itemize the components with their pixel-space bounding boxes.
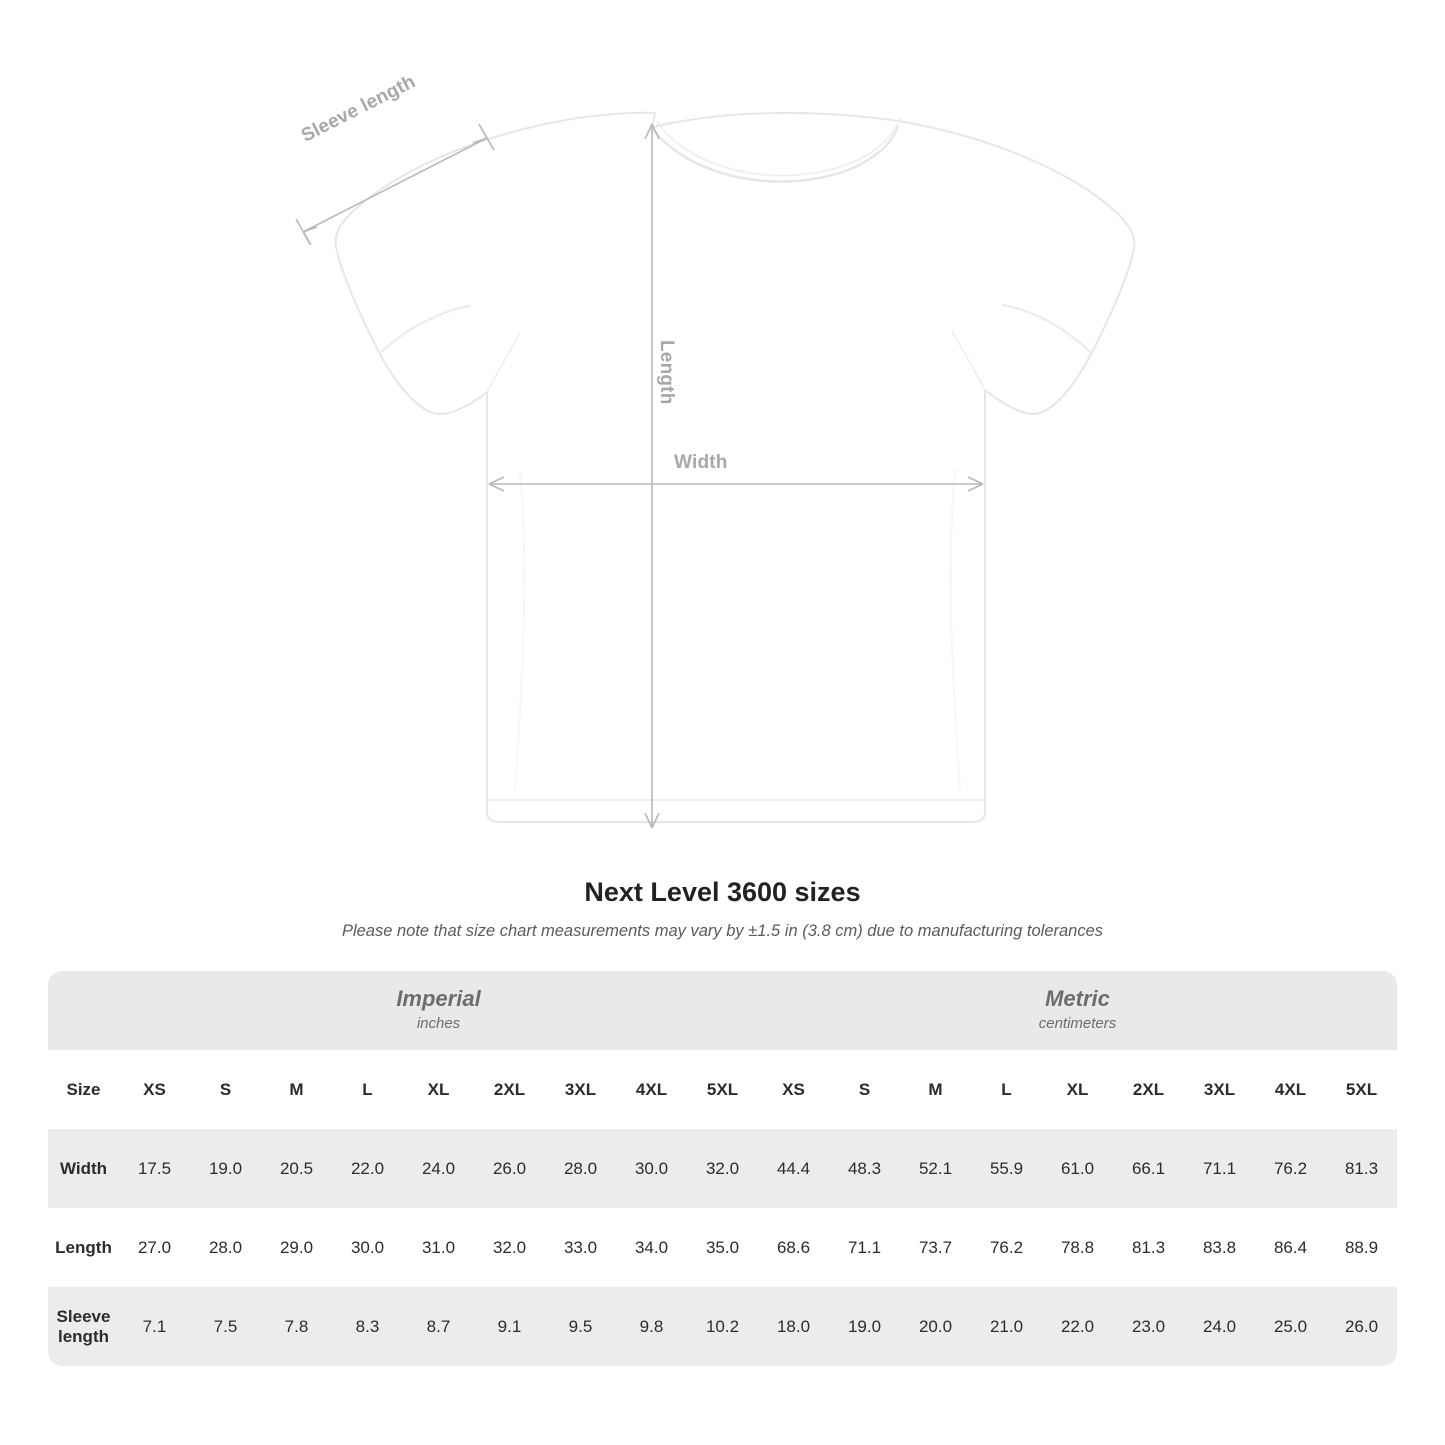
unit-group-imperial xyxy=(119,971,758,1050)
sleeve-length-label: Sleeve length xyxy=(298,71,419,147)
table-row xyxy=(48,1208,1397,1287)
cell-length-imperial-3xl: 33.0 xyxy=(545,1208,616,1287)
cell-length-metric-m: 73.7 xyxy=(900,1208,971,1287)
cell-sleeve-length-imperial-xl: 8.7 xyxy=(403,1287,474,1366)
cell-width-metric-2xl: 66.1 xyxy=(1113,1129,1184,1208)
column-header-imperial-2xl: 2XL xyxy=(474,1050,545,1129)
cell-width-metric-m: 52.1 xyxy=(900,1129,971,1208)
column-header-metric-4xl: 4XL xyxy=(1255,1050,1326,1129)
row-header-width: Width xyxy=(48,1129,119,1208)
cell-width-metric-5xl: 81.3 xyxy=(1326,1129,1397,1208)
column-header-imperial-3xl: 3XL xyxy=(545,1050,616,1129)
row-header-length: Length xyxy=(48,1208,119,1287)
cell-length-metric-xs: 68.6 xyxy=(758,1208,829,1287)
cell-length-metric-s: 71.1 xyxy=(829,1208,900,1287)
size-header-row xyxy=(48,1050,1397,1129)
column-header-imperial-s: S xyxy=(190,1050,261,1129)
size-table xyxy=(48,971,1397,1366)
column-header-metric-xs: XS xyxy=(758,1050,829,1129)
cell-width-metric-l: 55.9 xyxy=(971,1129,1042,1208)
cell-sleeve-length-imperial-l: 8.3 xyxy=(332,1287,403,1366)
unit-group-metric xyxy=(758,971,1397,1050)
cell-sleeve-length-metric-s: 19.0 xyxy=(829,1287,900,1366)
column-header-imperial-xs: XS xyxy=(119,1050,190,1129)
unit-header-row xyxy=(48,971,1397,1050)
column-header-imperial-m: M xyxy=(261,1050,332,1129)
unit-group-name: Metric xyxy=(1045,985,1110,1011)
cell-sleeve-length-imperial-s: 7.5 xyxy=(190,1287,261,1366)
chart-heading xyxy=(0,877,1445,941)
cell-sleeve-length-metric-m: 20.0 xyxy=(900,1287,971,1366)
cell-width-metric-s: 48.3 xyxy=(829,1129,900,1208)
cell-width-imperial-4xl: 30.0 xyxy=(616,1129,687,1208)
cell-sleeve-length-metric-xl: 22.0 xyxy=(1042,1287,1113,1366)
page-title: Next Level 3600 sizes xyxy=(584,877,861,907)
width-label: Width xyxy=(674,452,728,473)
cell-length-imperial-xl: 31.0 xyxy=(403,1208,474,1287)
cell-width-imperial-3xl: 28.0 xyxy=(545,1129,616,1208)
cell-width-imperial-l: 22.0 xyxy=(332,1129,403,1208)
cell-width-imperial-xl: 24.0 xyxy=(403,1129,474,1208)
cell-width-imperial-xs: 17.5 xyxy=(119,1129,190,1208)
tolerance-note: Please note that size chart measurements may vary by ±1.5 in (3.8 cm) due to manufacturing tolerances xyxy=(341,922,1104,940)
cell-length-metric-5xl: 88.9 xyxy=(1326,1208,1397,1287)
column-header-imperial-5xl: 5XL xyxy=(687,1050,758,1129)
cell-width-metric-xl: 61.0 xyxy=(1042,1129,1113,1208)
size-table-wrapper xyxy=(48,971,1397,1366)
cell-width-metric-xs: 44.4 xyxy=(758,1129,829,1208)
column-header-metric-2xl: 2XL xyxy=(1113,1050,1184,1129)
cell-sleeve-length-metric-2xl: 23.0 xyxy=(1113,1287,1184,1366)
column-header-imperial-l: L xyxy=(332,1050,403,1129)
column-header-imperial-4xl: 4XL xyxy=(616,1050,687,1129)
cell-length-metric-l: 76.2 xyxy=(971,1208,1042,1287)
cell-width-imperial-2xl: 26.0 xyxy=(474,1129,545,1208)
unit-group-name: Imperial xyxy=(396,985,481,1011)
cell-width-metric-3xl: 71.1 xyxy=(1184,1129,1255,1208)
cell-length-metric-2xl: 81.3 xyxy=(1113,1208,1184,1287)
column-header-metric-s: S xyxy=(829,1050,900,1129)
column-header-metric-xl: XL xyxy=(1042,1050,1113,1129)
row-header-sleeve-length: Sleeve length xyxy=(48,1287,119,1366)
column-header-metric-m: M xyxy=(900,1050,971,1129)
cell-sleeve-length-metric-4xl: 25.0 xyxy=(1255,1287,1326,1366)
column-header-imperial-xl: XL xyxy=(403,1050,474,1129)
cell-width-imperial-s: 19.0 xyxy=(190,1129,261,1208)
size-header-cell: Size xyxy=(48,1050,119,1129)
cell-sleeve-length-imperial-3xl: 9.5 xyxy=(545,1287,616,1366)
cell-length-imperial-2xl: 32.0 xyxy=(474,1208,545,1287)
length-label: Length xyxy=(656,340,677,405)
cell-length-imperial-l: 30.0 xyxy=(332,1208,403,1287)
unit-group-sub: centimeters xyxy=(1038,1015,1117,1033)
cell-sleeve-length-imperial-5xl: 10.2 xyxy=(687,1287,758,1366)
cell-sleeve-length-imperial-xs: 7.1 xyxy=(119,1287,190,1366)
cell-length-metric-3xl: 83.8 xyxy=(1184,1208,1255,1287)
tshirt-shape xyxy=(336,113,1135,822)
table-row xyxy=(48,1287,1397,1366)
column-header-metric-5xl: 5XL xyxy=(1326,1050,1397,1129)
cell-sleeve-length-metric-5xl: 26.0 xyxy=(1326,1287,1397,1366)
cell-sleeve-length-imperial-4xl: 9.8 xyxy=(616,1287,687,1366)
cell-length-imperial-xs: 27.0 xyxy=(119,1208,190,1287)
unit-group-sub: inches xyxy=(416,1015,461,1033)
cell-width-metric-4xl: 76.2 xyxy=(1255,1129,1326,1208)
column-header-metric-l: L xyxy=(971,1050,1042,1129)
cell-sleeve-length-metric-l: 21.0 xyxy=(971,1287,1042,1366)
cell-length-metric-xl: 78.8 xyxy=(1042,1208,1113,1287)
cell-sleeve-length-imperial-2xl: 9.1 xyxy=(474,1287,545,1366)
cell-length-metric-4xl: 86.4 xyxy=(1255,1208,1326,1287)
cell-width-imperial-m: 20.5 xyxy=(261,1129,332,1208)
column-header-metric-3xl: 3XL xyxy=(1184,1050,1255,1129)
cell-sleeve-length-metric-xs: 18.0 xyxy=(758,1287,829,1366)
unit-header-spacer xyxy=(48,971,119,1050)
cell-width-imperial-5xl: 32.0 xyxy=(687,1129,758,1208)
cell-length-imperial-s: 28.0 xyxy=(190,1208,261,1287)
cell-length-imperial-m: 29.0 xyxy=(261,1208,332,1287)
cell-sleeve-length-imperial-m: 7.8 xyxy=(261,1287,332,1366)
cell-length-imperial-4xl: 34.0 xyxy=(616,1208,687,1287)
table-row xyxy=(48,1129,1397,1208)
cell-sleeve-length-metric-3xl: 24.0 xyxy=(1184,1287,1255,1366)
cell-length-imperial-5xl: 35.0 xyxy=(687,1208,758,1287)
